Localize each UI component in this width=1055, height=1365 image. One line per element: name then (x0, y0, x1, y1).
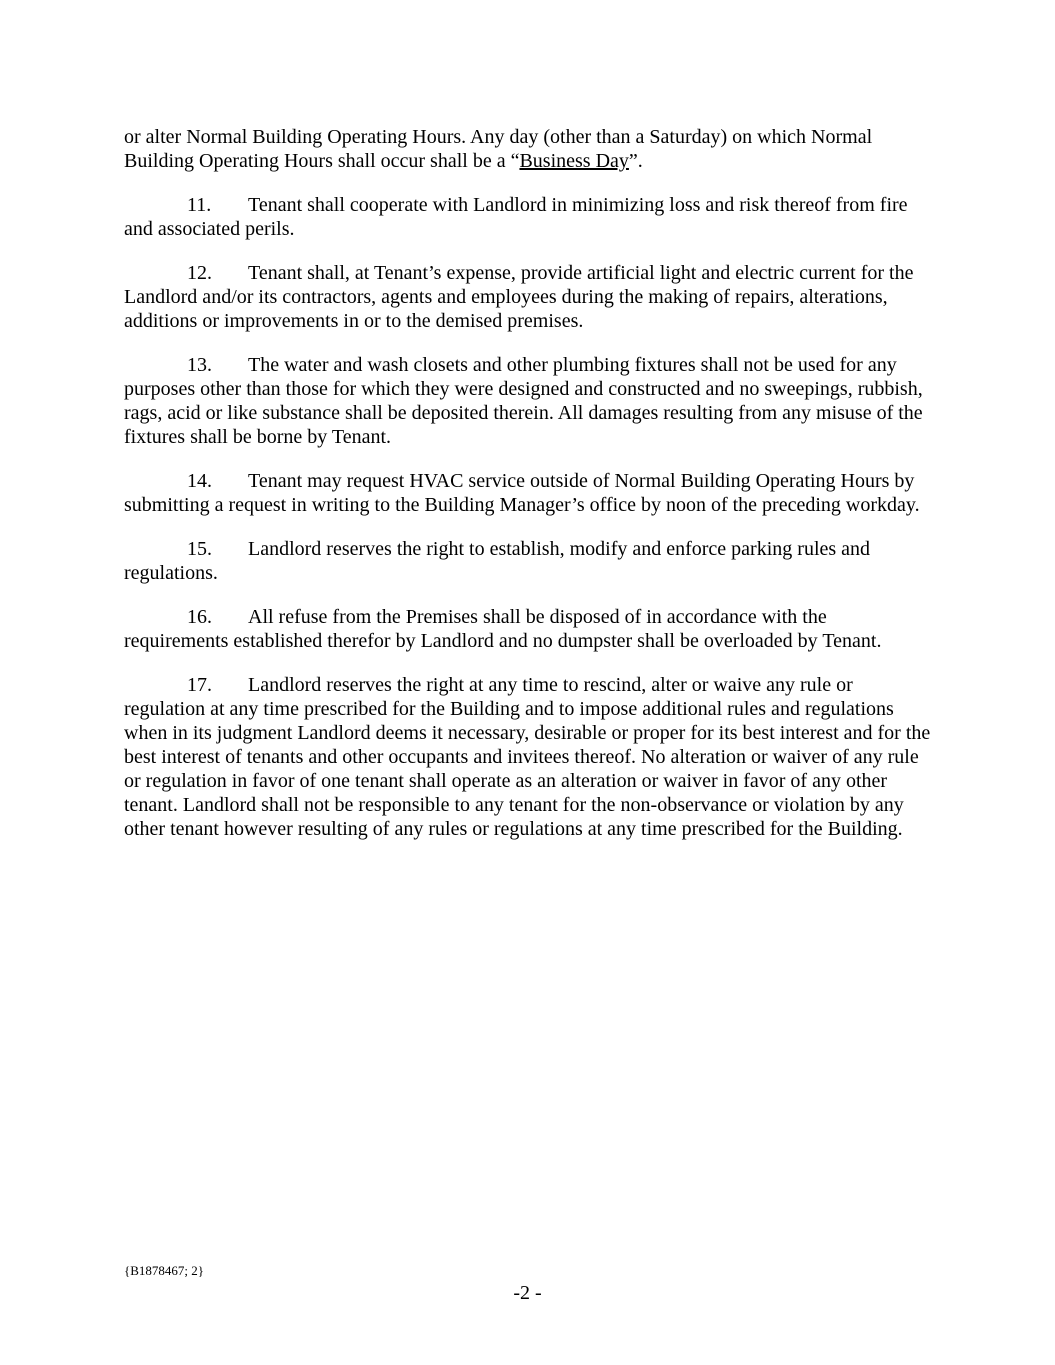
paragraph-number: 11. (187, 194, 212, 216)
paragraph-number: 14. (187, 470, 212, 492)
paragraph-text: Tenant shall cooperate with Landlord in minimizing loss and risk thereof from fire and associated perils. (124, 194, 908, 240)
intro-text-before: or alter Normal Building Operating Hours. Any day (other than a Saturday) on which Normal Building Operating Hours shall occur shall be a “ (124, 126, 873, 172)
paragraph-13 (124, 353, 934, 449)
paragraph-11 (124, 193, 934, 241)
document-body (124, 125, 934, 861)
paragraph-17 (124, 673, 934, 841)
defined-term-business-day: Business Day (519, 150, 629, 172)
paragraph-number: 13. (187, 354, 212, 376)
paragraph-text: Landlord reserves the right to establish, modify and enforce parking rules and regulations. (124, 538, 871, 584)
page-number: -2 - (513, 1282, 542, 1304)
paragraph-text: Landlord reserves the right at any time to rescind, alter or waive any rule or regulation at any time prescribed for the Building and to impose additional rules and regulations when in its judgment Landlord deems it necessary, desirable or proper for its best interest and for the best interest of tenants and other occupants and invitees thereof. No alteration or waiver of any rule or regulation in favor of one tenant shall operate as an alteration or waiver in favor of any other tenant. Landlord shall not be responsible to any tenant for the non-observance or violation by any other tenant however resulting of any rules or regulations at any time prescribed for the Building. (124, 674, 931, 840)
paragraph-12 (124, 261, 934, 333)
paragraph-number: 17. (187, 674, 212, 696)
paragraph-14 (124, 469, 934, 517)
paragraph-number: 15. (187, 538, 212, 560)
paragraph-text: Tenant may request HVAC service outside of Normal Building Operating Hours by submitting a request in writing to the Building Manager’s office by noon of the preceding workday. (124, 470, 920, 516)
paragraph-number: 12. (187, 262, 212, 284)
document-id: {B1878467; 2} (124, 1263, 205, 1278)
intro-text-after: ”. (628, 150, 643, 172)
paragraph-15 (124, 537, 934, 585)
paragraph-text: The water and wash closets and other plumbing fixtures shall not be used for any purposes other than those for which they were designed and constructed and no sweepings, rubbish, rags, acid or like substance shall be deposited therein. All damages resulting from any misuse of the fixtures shall be borne by Tenant. (124, 354, 923, 448)
paragraph-16 (124, 605, 934, 653)
intro-paragraph (124, 125, 934, 173)
paragraph-text: All refuse from the Premises shall be disposed of in accordance with the requirements established therefor by Landlord and no dumpster shall be overloaded by Tenant. (124, 606, 882, 652)
paragraph-number: 16. (187, 606, 212, 628)
paragraph-text: Tenant shall, at Tenant’s expense, provide artificial light and electric current for the Landlord and/or its contractors, agents and employees during the making of repairs, alterations, additions or improvements in or to the demised premises. (124, 262, 914, 332)
